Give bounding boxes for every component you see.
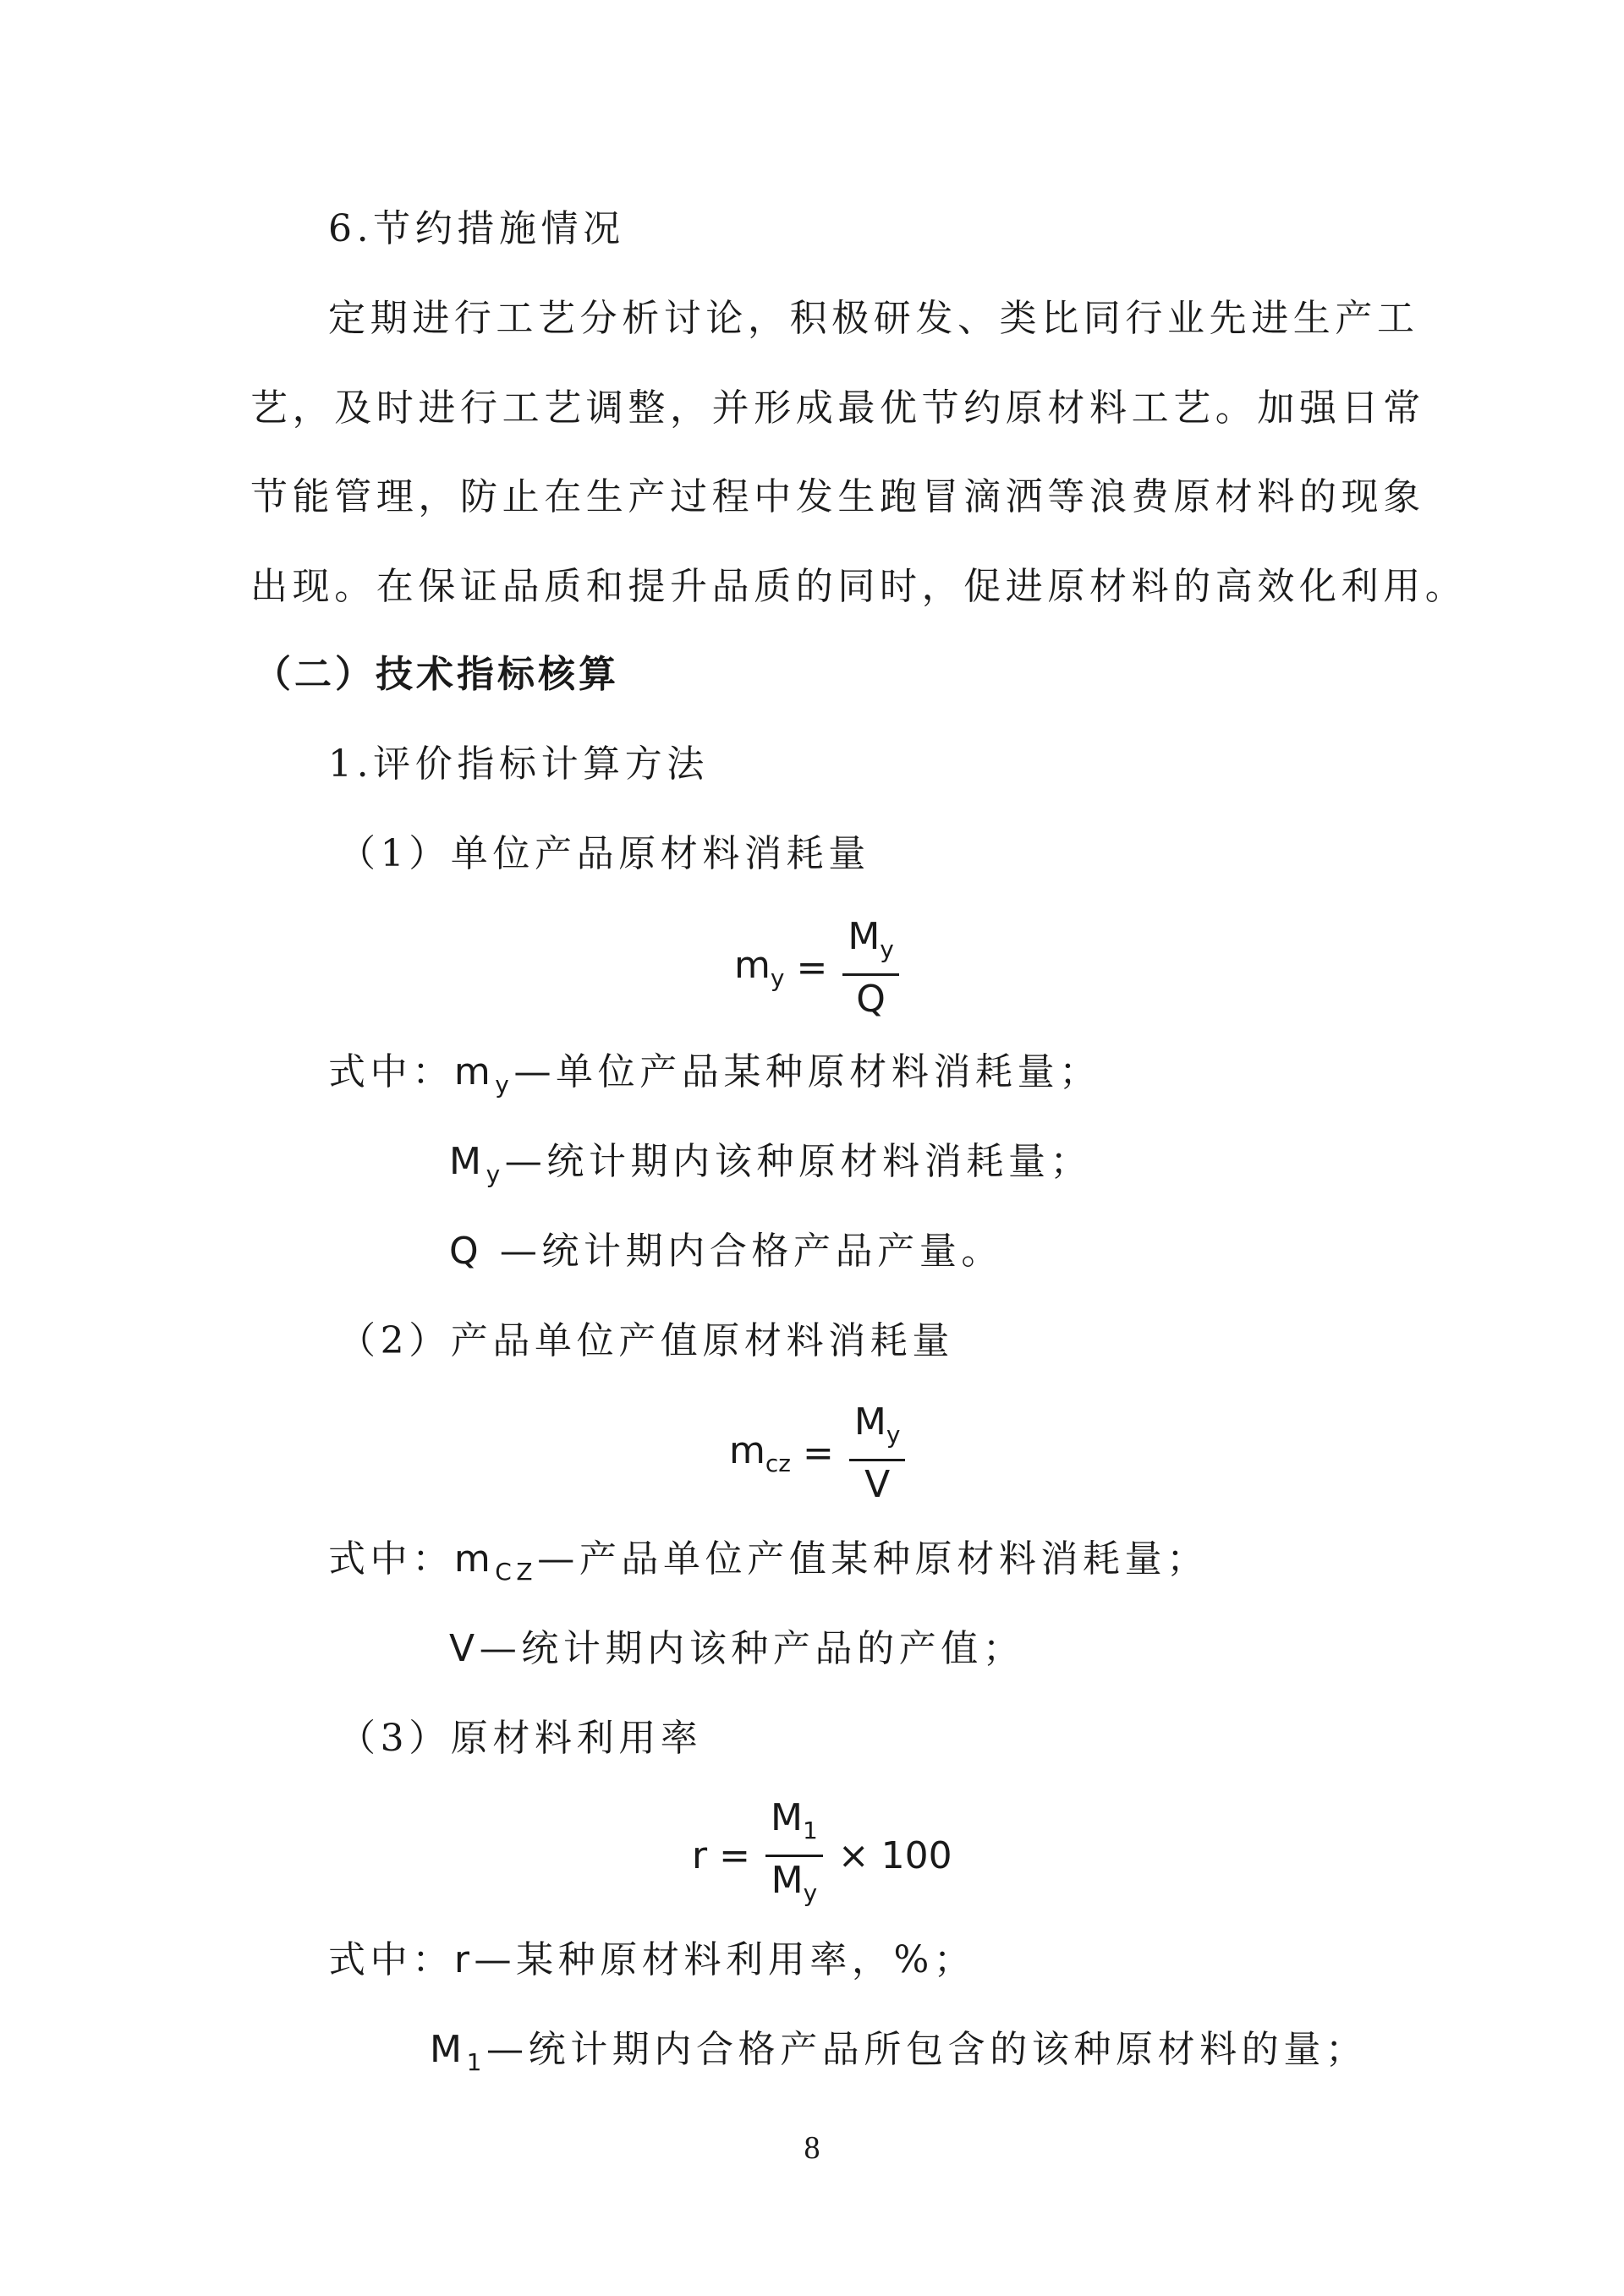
formula-2-denominator: V [864, 1463, 891, 1506]
item-1-def-1: 式中：$m_y—$单位产品某种原材料消耗量； [328, 1050, 1101, 1099]
formula-3-lhs: r [692, 1833, 708, 1877]
formula-3-equals: = [719, 1833, 750, 1877]
formula-2-numerator: $M_y$ [849, 1399, 906, 1461]
paragraph-line-1: 定期进行工艺分析讨论，积极研发、类比同行业先进生产工 [328, 297, 1419, 340]
formula-1-fraction [842, 913, 899, 1023]
formula-1-lhs: $m_y$ [734, 943, 785, 992]
formula-3-denominator: $M_y$ [771, 1859, 818, 1907]
formula-2-fraction [849, 1399, 906, 1509]
formula-3-factor: 100 [881, 1833, 952, 1877]
item-3-def-2: $M_1—$统计期内合格产品所包含的该种原材料的量； [430, 2028, 1368, 2076]
item-2-def-2: V—统计期内该种产品的产值； [449, 1627, 1025, 1670]
formula-1-denominator: Q [856, 978, 886, 1021]
item-2-def-1: 式中：$m_{CZ}—$产品单位产值某种原材料消耗量； [328, 1537, 1209, 1586]
item-1-title: （1）单位产品原材料消耗量 [338, 832, 870, 875]
formula-3-fraction [765, 1795, 823, 1917]
item-1-def-2: $M_y—$统计期内该种原材料消耗量； [449, 1140, 1093, 1188]
formula-3-times: × [837, 1833, 870, 1877]
calc-methods-title: 1.评价指标计算方法 [328, 743, 709, 786]
section-6-title: 6.节约措施情况 [328, 207, 625, 250]
formula-1 [734, 913, 903, 1023]
formula-2-equals: = [802, 1432, 834, 1475]
item-1-def-3: Q —统计期内合格产品产量。 [449, 1230, 1004, 1273]
section-heading: （二）技术指标核算 [254, 653, 619, 696]
item-3-def-1: 式中：r—某种原材料利用率，%； [328, 1938, 976, 1981]
page-number: 8 [804, 2130, 820, 2166]
item-3-title: （3）原材料利用率 [338, 1717, 703, 1760]
formula-3-numerator: $M_1$ [765, 1795, 823, 1857]
formula-1-numerator: $M_y$ [842, 913, 899, 976]
formula-1-equals: = [796, 946, 828, 989]
formula-2 [729, 1399, 908, 1509]
paragraph-line-3: 节能管理，防止在生产过程中发生跑冒滴洒等浪费原材料的现象 [250, 475, 1425, 518]
formula-3 [692, 1795, 952, 1917]
paragraph-line-4: 出现。在保证品质和提升品质的同时，促进原材料的高效化利用。 [250, 565, 1468, 608]
item-2-title: （2）产品单位产值原材料消耗量 [338, 1319, 954, 1362]
formula-2-lhs: $m_{cz}$ [729, 1428, 791, 1477]
paragraph-line-2: 艺，及时进行工艺调整，并形成最优节约原材料工艺。加强日常 [250, 386, 1425, 430]
